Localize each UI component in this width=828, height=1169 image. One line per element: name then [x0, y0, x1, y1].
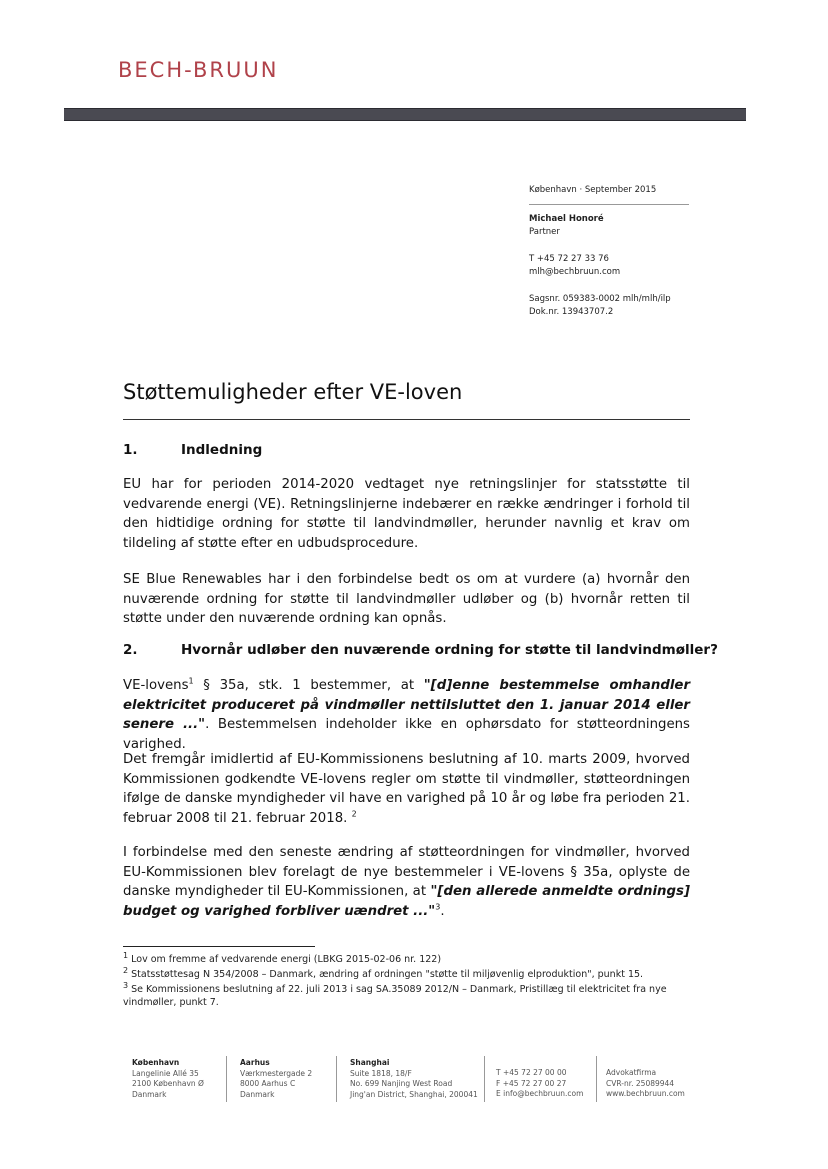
place-date: København · September 2015: [529, 185, 657, 195]
footer-line: No. 699 Nanjing West Road: [350, 1079, 453, 1088]
footer-divider: [484, 1056, 485, 1102]
footer-shanghai: [350, 1058, 478, 1100]
footer-line: 8000 Aarhus C: [240, 1079, 296, 1088]
footer-line: 2100 København Ø: [132, 1079, 204, 1088]
footer-aarhus: [240, 1058, 312, 1100]
text-run: I forbindelse med den seneste ændring af støtteordningen for vindmøller, hvorved EU-Kommissionen blev forelagt de nye bestemmeler i VE-lovens § 35a, oplyste de danske myndigheder til EU-Kommissionen, at: [123, 845, 690, 899]
text-run: Det fremgår imidlertid af EU-Kommissionens beslutning af 10. marts 2009, hvorved Kommissionen godkendte VE-lovens regler om støtte til vindmøller, støtteordningen ifølge de danske myndigheder vil have en varighed på 10 år og løbe fra perioden 21. februar 2008 til 21. februar 2018.: [123, 752, 690, 826]
footer-email[interactable]: E info@bechbruun.com: [496, 1089, 584, 1098]
text-run: § 35a, stk. 1 bestemmer, at: [193, 678, 424, 693]
footer-heading: København: [132, 1058, 180, 1067]
footnote-ref: 2: [351, 809, 357, 819]
footer-cvr: CVR-nr. 25089944: [606, 1078, 675, 1088]
footer-line: Langelinie Allé 35: [132, 1068, 199, 1078]
section-1-heading: [123, 442, 262, 458]
footer-line: Værkmestergade 2: [240, 1068, 313, 1078]
footer-divider: [336, 1056, 337, 1102]
footer-copenhagen: [132, 1058, 204, 1100]
footer-line: Danmark: [240, 1089, 275, 1099]
footer-website[interactable]: www.bechbruun.com: [606, 1089, 685, 1098]
case-number: Sagsnr. 059383-0002 mlh/mlh/ilp: [529, 294, 671, 304]
author-email[interactable]: mlh@bechbruun.com: [529, 267, 621, 277]
section-1-title: Indledning: [181, 442, 263, 458]
section-2-paragraph-1: [123, 676, 690, 754]
footnote: [123, 980, 693, 1009]
section-1-paragraph-1: EU har for perioden 2014-2020 vedtaget nye retningslinjer for statsstøtte til vedvarende energi (VE). Retningslinjerne indebærer en række ændringer i forhold til den hidtidige ordning for støtte til landvindmøller, herunder navnlig et krav om tildeling af støtte efter en udbudsprocedure.: [123, 477, 690, 551]
section-2-heading: [123, 642, 718, 658]
section-2-paragraph-2: [123, 750, 690, 828]
footer-firm: [606, 1068, 685, 1100]
header-bar: [64, 108, 746, 121]
footer-divider: [596, 1056, 597, 1102]
document-title: Støttemuligheder efter VE-loven: [123, 380, 463, 404]
document-number: Dok.nr. 13943707.2: [529, 307, 614, 317]
footer-fax: F +45 72 27 00 27: [496, 1078, 567, 1088]
footer-line: Advokatfirma: [606, 1068, 657, 1077]
section-2-title: Hvornår udløber den nuværende ordning for støtte til landvindmøller?: [181, 642, 718, 658]
author-phone: T +45 72 27 33 76: [529, 254, 609, 264]
title-divider: [123, 419, 690, 420]
footer-line: Suite 1818, 18/F: [350, 1068, 412, 1078]
footer-line: Danmark: [132, 1089, 167, 1099]
author-role: Partner: [529, 227, 560, 237]
company-logo: BECH-BRUUN: [118, 58, 279, 82]
footnote-number: 2: [123, 965, 129, 975]
text-run: .: [440, 903, 445, 919]
footnote-divider: [123, 946, 315, 947]
section-1-paragraph-2: SE Blue Renewables har i den forbindelse bedt os om at vurdere (a) hvornår den nuværende ordning for støtte til landvindmøller udløber og (b) hvornår retten til støtte under den nuværende ordning kan opnås.: [123, 572, 690, 626]
author-name: Michael Honoré: [529, 214, 604, 224]
text-run: . Bestemmelsen indeholder ikke en ophørsdato for støtteordningens varighed.: [123, 717, 690, 752]
meta-divider: [529, 204, 689, 205]
footnote-number: 3: [123, 980, 129, 990]
footer-phone: T +45 72 27 00 00: [496, 1068, 567, 1077]
footnote: [123, 950, 693, 966]
footer-line: Jing'an District, Shanghai, 200041: [350, 1089, 478, 1099]
quote: "[d]enne bestemmelse omhandler elektricitet produceret på vindmøller nettilsluttet den 1. januar 2014 eller senere ...": [123, 678, 690, 732]
footnote: [123, 965, 693, 981]
footer-contact: [496, 1068, 583, 1100]
section-1-number: 1.: [123, 442, 138, 458]
footnote-number: 1: [123, 950, 129, 960]
footnote-ref: 1: [188, 676, 194, 686]
footnote-text: Statsstøttesag N 354/2008 – Danmark, ændring af ordningen "støtte til miljøvenlig elproduktion", punkt 15.: [131, 969, 644, 980]
section-2-number: 2.: [123, 642, 138, 658]
footer-heading: Aarhus: [240, 1058, 270, 1067]
text-run: VE-lovens: [123, 678, 189, 693]
quote: "[den allerede anmeldte ordnings] budget og varighed forbliver uændret ...": [123, 884, 690, 919]
footer-heading: Shanghai: [350, 1058, 390, 1067]
section-2-paragraph-3: [123, 843, 690, 921]
footnote-text: Lov om fremme af vedvarende energi (LBKG 2015-02-06 nr. 122): [131, 954, 442, 965]
footnote-text: Se Kommissionens beslutning af 22. juli 2013 i sag SA.35089 2012/N – Danmark, Pristillæg til elektricitet fra nye vindmøller, punkt 7.: [123, 984, 667, 1008]
footer-divider: [226, 1056, 227, 1102]
footnote-ref: 3: [435, 902, 441, 912]
